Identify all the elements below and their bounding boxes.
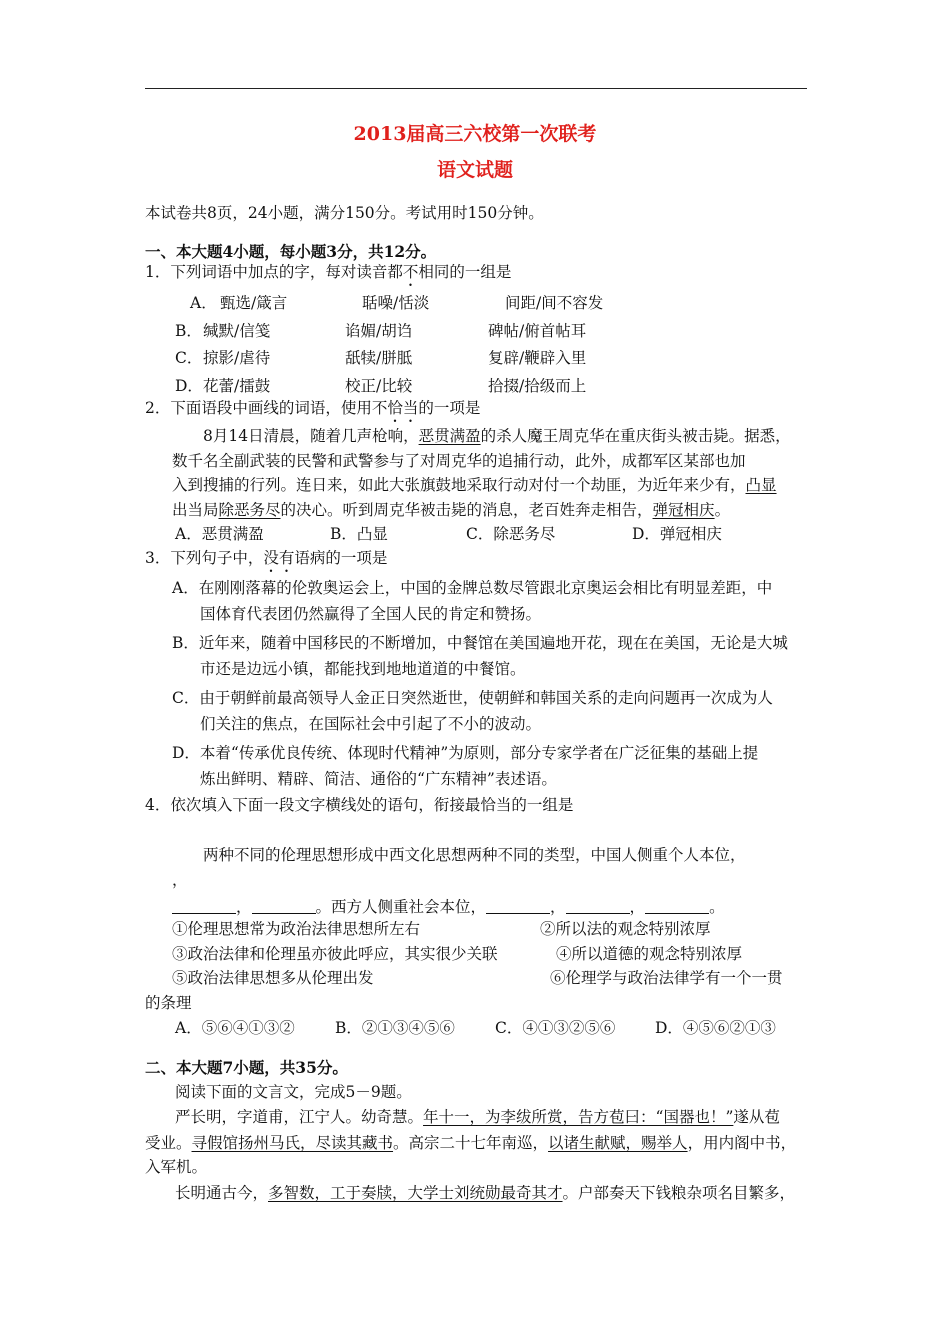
q1-option-a-label: A． <box>190 294 217 312</box>
q1-option-c-word3: 复辟/鞭辟入里 <box>488 349 587 367</box>
answer-blank <box>252 899 316 914</box>
q2-option-c: C．除恶务尽 <box>466 525 556 543</box>
answer-blank <box>566 899 630 914</box>
q4-passage-line: 两种不同的伦理思想形成中西文化思想两种不同的类型，中国人侧重个人本位， <box>203 846 746 864</box>
exam-intro: 本试卷共8页，24小题，满分150分。考试用时150分钟。 <box>145 204 544 222</box>
q2-option-a: A．恶贯满盈 <box>175 525 264 543</box>
passage-line: 长明通古今，多智数，工于奏牍，大学士刘统勋最奇其才。户部奏天下钱粮杂项名目繁多， <box>175 1184 796 1202</box>
q1-option-b-word2: 谄媚/胡诌 <box>345 322 413 340</box>
answer-blank <box>486 899 550 914</box>
q4-option-c: C．④①③②⑤⑥ <box>495 1019 616 1037</box>
q3-option-c-line2: 们关注的焦点，在国际社会中引起了不小的波动。 <box>200 715 542 733</box>
q2-passage-line: 出当局除恶务尽的决心。听到周克华被击毙的消息，老百姓奔走相告，弹冠相庆。 <box>172 501 731 519</box>
q1-option-c-word1: 掠影/虐待 <box>203 349 271 367</box>
q1-option-b-label: B． <box>175 322 202 340</box>
q3-stem: 3．下列句子中，没有语病的一项是 <box>145 549 388 567</box>
q4-item-6: ⑥伦理学与政治法律学有一个一贯 <box>550 969 783 987</box>
section1-heading: 一、本大题4小题，每小题3分，共12分。 <box>145 242 437 261</box>
q4-option-a: A．⑤⑥④①③② <box>175 1019 295 1037</box>
q2-passage-line: 数千名全副武装的民警和武警参与了对周克华的追捕行动，此外，成都军区某部也加 <box>172 452 746 470</box>
q2-option-d: D．弹冠相庆 <box>632 525 722 543</box>
q3-option-b-line1: B．近年来，随着中国移民的不断增加，中餐馆在美国遍地开花，现在在美国，无论是大城 <box>172 634 788 652</box>
section2-heading: 二、本大题7小题，共35分。 <box>145 1058 348 1077</box>
q4-item-4: ④所以道德的观念特别浓厚 <box>556 945 743 963</box>
q2-passage-line: 入到搜捕的行列。连日来，如此大张旗鼓地采取行动对付一个劫匪，为近年来少有，凸显 <box>172 476 777 494</box>
exam-subtitle: 语文试题 <box>436 159 513 181</box>
q1-option-a-word2: 聒噪/恬淡 <box>362 294 430 312</box>
q1-option-a-word1: 甄选/箴言 <box>220 294 288 312</box>
q3-option-c-line1: C．由于朝鲜前最高领导人金正日突然逝世，使朝鲜和韩国关系的走向问题再一次成为人 <box>172 689 773 707</box>
q4-item-1: ①伦理思想常为政治法律思想所左右 <box>172 920 421 938</box>
q4-passage-comma: ， <box>172 871 188 889</box>
q2-option-b: B．凸显 <box>330 525 388 543</box>
q1-option-c-word2: 舐犊/胼胝 <box>345 349 413 367</box>
q1-option-d-word3: 拾掇/拾级而上 <box>488 377 587 395</box>
section2-intro: 阅读下面的文言文，完成5－9题。 <box>175 1083 412 1101</box>
exam-title: 2013届高三六校第一次联考 <box>353 123 597 145</box>
q1-stem: 1．下列词语中加点的字，每对读音都不相同的一组是 <box>145 263 512 281</box>
q4-item-5: ⑤政治法律思想多从伦理出发 <box>172 969 374 987</box>
q3-option-a-line1: A．在刚刚落幕的伦敦奥运会上，中国的金牌总数尽管跟北京奥运会相比有明显差距，中 <box>172 579 773 597</box>
q4-item-6-cont: 的条理 <box>145 994 192 1012</box>
q3-option-d-line1: D．本着“传承优良传统、体现时代精神”为原则，部分专家学者在广泛征集的基础上提 <box>172 744 759 762</box>
q4-stem: 4．依次填入下面一段文字横线处的语句，衔接最恰当的一组是 <box>145 796 574 814</box>
answer-blank <box>645 899 709 914</box>
passage-line: 严长明，字道甫，江宁人。幼奇慧。年十一，为李绂所赏，告方苞曰：“国器也！”遂从苞 <box>175 1108 780 1126</box>
q1-option-a-word3: 间距/间不容发 <box>505 294 604 312</box>
q3-option-b-line2: 市还是边远小镇，都能找到地地道道的中餐馆。 <box>200 660 526 678</box>
q4-item-3: ③政治法律和伦理虽亦彼此呼应，其实很少关联 <box>172 945 498 963</box>
q2-stem: 2．下面语段中画线的词语，使用不恰当的一项是 <box>145 399 481 417</box>
q4-option-b: B．②①③④⑤⑥ <box>335 1019 455 1037</box>
q1-option-d-word2: 校正/比较 <box>345 377 413 395</box>
q4-option-d: D．④⑤⑥②①③ <box>655 1019 776 1037</box>
q1-option-b-word1: 缄默/信笺 <box>203 322 271 340</box>
q1-option-b-word3: 碑帖/俯首帖耳 <box>488 322 587 340</box>
passage-line: 入军机。 <box>145 1158 208 1176</box>
q4-item-2: ②所以法的观念特别浓厚 <box>540 920 711 938</box>
q1-option-d-word1: 花蕾/擂鼓 <box>203 377 271 395</box>
q4-passage-blanks: ， 。西方人侧重社会本位， ， ， 。 <box>172 897 725 917</box>
q1-option-c-label: C． <box>175 349 203 367</box>
answer-blank <box>172 899 236 914</box>
q3-option-d-line2: 炼出鲜明、精辟、简洁、通俗的“广东精神”表述语。 <box>200 770 557 788</box>
q2-passage-line: 8月14日清晨，随着几声枪响，恶贯满盈的杀人魔王周克华在重庆街头被击毙。据悉， <box>203 427 791 445</box>
q1-option-d-label: D． <box>175 377 203 395</box>
passage-line: 受业。寻假馆扬州马氏，尽读其藏书。高宗二十七年南巡，以诸生献赋，赐举人，用内阁中书， <box>145 1134 797 1152</box>
q3-option-a-line2: 国体育代表团仍然赢得了全国人民的肯定和赞扬。 <box>200 605 542 623</box>
header-rule <box>145 88 807 89</box>
